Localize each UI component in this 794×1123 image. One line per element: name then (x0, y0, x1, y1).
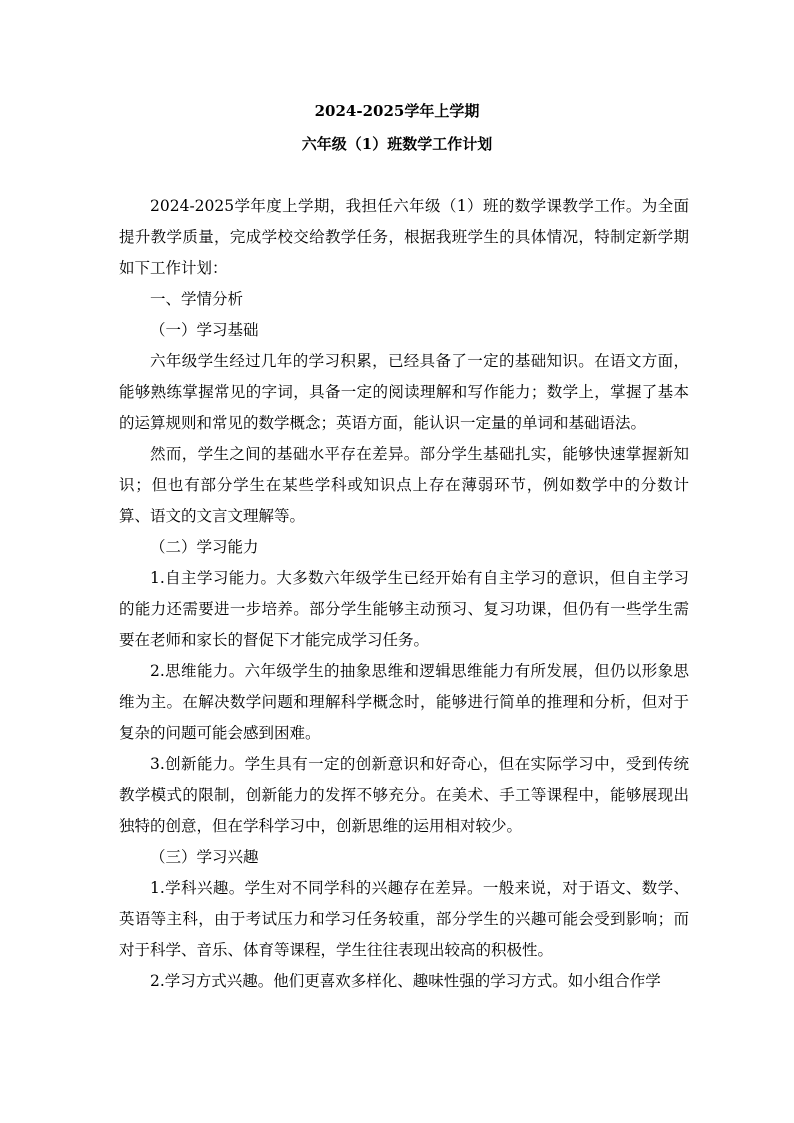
paragraph-interest-2: 2.学习方式兴趣。他们更喜欢多样化、趣味性强的学习方式。如小组合作学 (150, 972, 661, 990)
paragraph-ability-1: 1.自主学习能力。大多数六年级学生已经开始有自主学习的意识，但自主学习的能力还需要进一步培养。部分学生能够主动预习、复习功课，但仍有一些学生需要在老师和家长的督促下才能完成学习任务。 (119, 569, 689, 649)
paragraph-foundation-1: 六年级学生经过几年的学习积累，已经具备了一定的基础知识。在语文方面，能够熟练掌握常见的字词，具备一定的阅读理解和写作能力；数学上，掌握了基本的运算规则和常见的数学概念；英语方面，能认识一定量的单词和基础语法。 (119, 352, 689, 432)
document-body (119, 191, 689, 997)
document-title-year: 2024-2025学年上学期 (314, 102, 480, 120)
document-title-plan: 六年级（1）班数学工作计划 (301, 135, 493, 153)
paragraph-ability-2: 2.思维能力。六年级学生的抽象思维和逻辑思维能力有所发展，但仍以形象思维为主。在解决数学问题和理解科学概念时，能够进行简单的推理和分析，但对于复杂的问题可能会感到困难。 (119, 662, 689, 742)
paragraph-foundation-2: 然而，学生之间的基础水平存在差异。部分学生基础扎实，能够快速掌握新知识；但也有部分学生在某些学科或知识点上存在薄弱环节，例如数学中的分数计算、语文的文言文理解等。 (119, 445, 689, 525)
intro-paragraph: 2024-2025学年度上学期，我担任六年级（1）班的数学课教学工作。为全面提升教学质量，完成学校交给教学任务，根据我班学生的具体情况，特制定新学期如下工作计划： (119, 197, 689, 277)
paragraph-ability-3: 3.创新能力。学生具有一定的创新意识和好奇心，但在实际学习中，受到传统教学模式的限制，创新能力的发挥不够充分。在美术、手工等课程中，能够展现出独特的创意，但在学科学习中，创新思维的运用相对较少。 (119, 755, 689, 835)
subsection-heading-foundation: （一）学习基础 (150, 321, 259, 339)
subsection-heading-ability: （二）学习能力 (150, 538, 259, 556)
paragraph-interest-1: 1.学科兴趣。学生对不同学科的兴趣存在差异。一般来说，对于语文、数学、英语等主科，由于考试压力和学习任务较重，部分学生的兴趣可能会受到影响；而对于科学、音乐、体育等课程，学生往往表现出较高的积极性。 (119, 879, 689, 959)
section-heading-situation: 一、学情分析 (150, 290, 244, 308)
subsection-heading-interest: （三）学习兴趣 (150, 848, 259, 866)
